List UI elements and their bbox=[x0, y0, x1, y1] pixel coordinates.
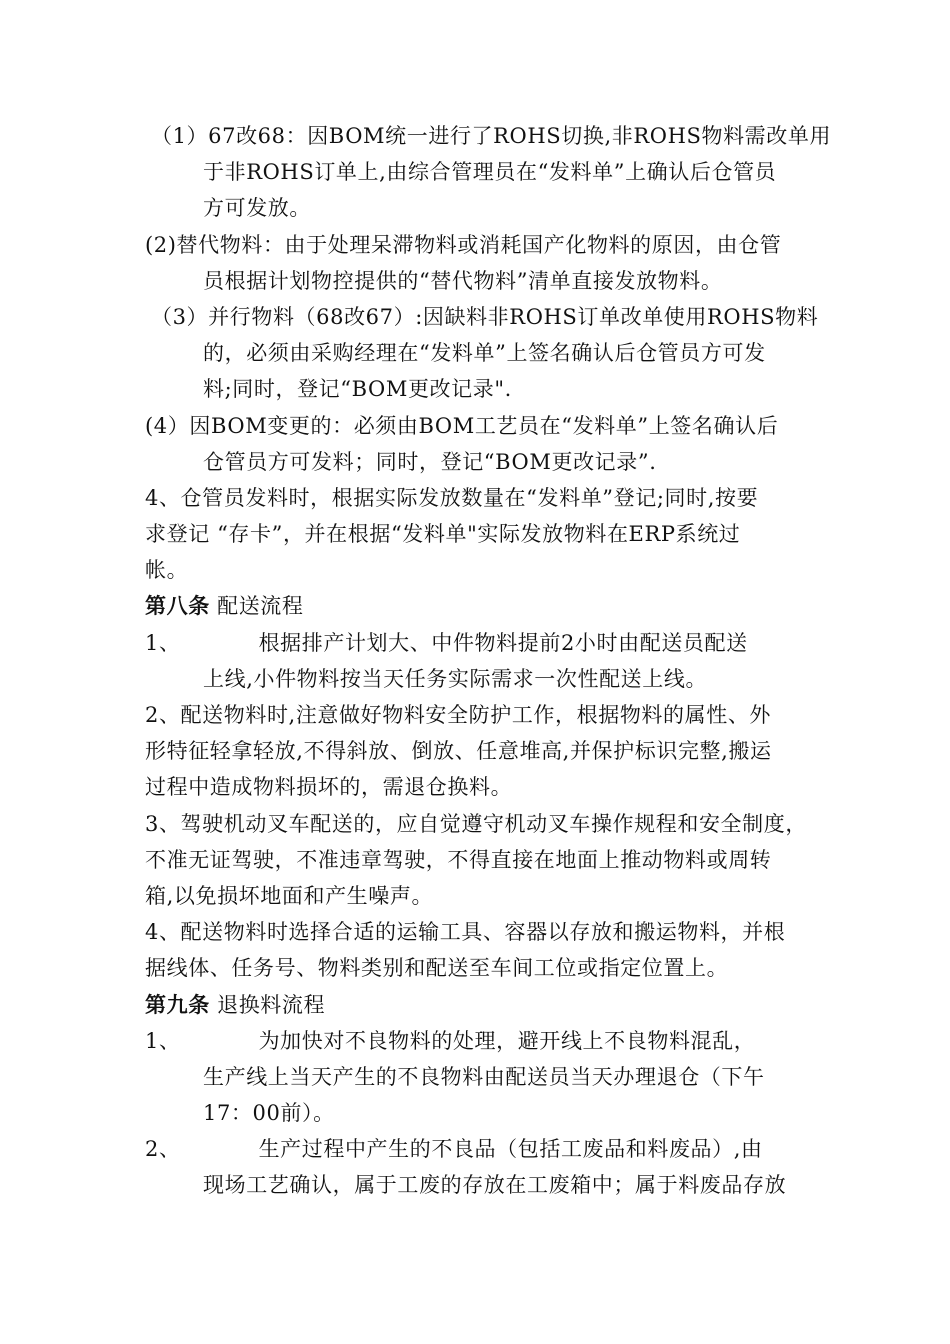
paragraph-line: (2)替代物料：由于处理呆滞物料或消耗国产化物料的原因，由仓管 bbox=[145, 232, 782, 257]
paragraph-line: （1）67改68：因BOM统一进行了ROHS切换,非ROHS物料需改单用 bbox=[151, 124, 832, 148]
paragraph-line: 4、仓管员发料时，根据实际发放数量在“发料单”登记;同时,按要 bbox=[145, 485, 759, 510]
item-number: 1、 bbox=[145, 630, 181, 655]
paragraph-line: 过程中造成物料损坏的，需退仓换料。 bbox=[145, 775, 513, 800]
item-number: 1、 bbox=[145, 1028, 181, 1053]
paragraph-line: 据线体、任务号、物料类别和配送至车间工位或指定位置上。 bbox=[145, 956, 729, 981]
paragraph-line: 仓管员方可发料；同时，登记“BOM更改记录”. bbox=[203, 449, 657, 474]
section-title: 配送流程 bbox=[217, 594, 304, 619]
paragraph-line: 3、驾驶机动叉车配送的，应自觉遵守机动叉车操作规程和安全制度， bbox=[145, 811, 807, 836]
paragraph-line: 2、配送物料时,注意做好物料安全防护工作，根据物料的属性、外 bbox=[145, 703, 772, 727]
paragraph-line: 料;同时，登记“BOM更改记录". bbox=[203, 377, 512, 402]
paragraph-line: 的，必须由采购经理在“发料单”上签名确认后仓管员方可发 bbox=[203, 341, 766, 366]
paragraph-line: 于非ROHS订单上,由综合管理员在“发料单”上确认后仓管员 bbox=[203, 160, 777, 185]
paragraph-line: （3）并行物料（68改67）:因缺料非ROHS订单改单使用ROHS物料 bbox=[151, 304, 819, 329]
paragraph-line: 现场工艺确认，属于工废的存放在工废箱中；属于料废品存放 bbox=[203, 1173, 787, 1198]
item-text: 为加快对不良物料的处理，避开线上不良物料混乱， bbox=[258, 1028, 756, 1053]
section-number: 第九条 bbox=[145, 991, 210, 1017]
paragraph-line: 4、配送物料时选择合适的运输工具、容器以存放和搬运物料，并根 bbox=[145, 920, 786, 945]
section-heading-8 bbox=[145, 588, 815, 624]
paragraph-line: 17：00前）。 bbox=[203, 1101, 335, 1126]
paragraph-line: 上线,小件物料按当天任务实际需求一次性配送上线。 bbox=[203, 666, 708, 691]
section-number: 第八条 bbox=[145, 593, 210, 619]
paragraph-line: 箱,以免损坏地面和产生噪声。 bbox=[145, 883, 434, 908]
paragraph-line: (4）因BOM变更的：必须由BOM工艺员在“发料单”上签名确认后 bbox=[145, 413, 779, 438]
paragraph-line: 求登记 “存卡”，并在根据“发料单"实际发放物料在ERP系统过 bbox=[145, 522, 741, 547]
paragraph-line bbox=[145, 1023, 815, 1059]
item-text: 生产过程中产生的不良品（包括工废品和料废品）,由 bbox=[258, 1137, 763, 1162]
paragraph-line: 方可发放。 bbox=[203, 196, 311, 221]
section-heading-9 bbox=[145, 987, 815, 1023]
paragraph-line: 员根据计划物控提供的“替代物料”清单直接发放物料。 bbox=[203, 268, 723, 293]
paragraph-line bbox=[145, 1131, 815, 1167]
paragraph-line: 帐。 bbox=[145, 558, 189, 583]
paragraph-line: 生产线上当天产生的不良物料由配送员当天办理退仓（下午 bbox=[203, 1064, 765, 1089]
item-text: 根据排产计划大、中件物料提前2小时由配送员配送 bbox=[258, 630, 748, 655]
document-body bbox=[145, 118, 832, 1204]
paragraph-line: 不准无证驾驶，不准违章驾驶，不得直接在地面上推动物料或周转 bbox=[145, 847, 772, 872]
item-number: 2、 bbox=[145, 1137, 181, 1162]
section-title: 退换料流程 bbox=[217, 992, 326, 1017]
paragraph-line bbox=[145, 625, 815, 661]
paragraph-line: 形特征轻拿轻放,不得斜放、倒放、任意堆高,并保护标识完整,搬运 bbox=[145, 739, 772, 764]
